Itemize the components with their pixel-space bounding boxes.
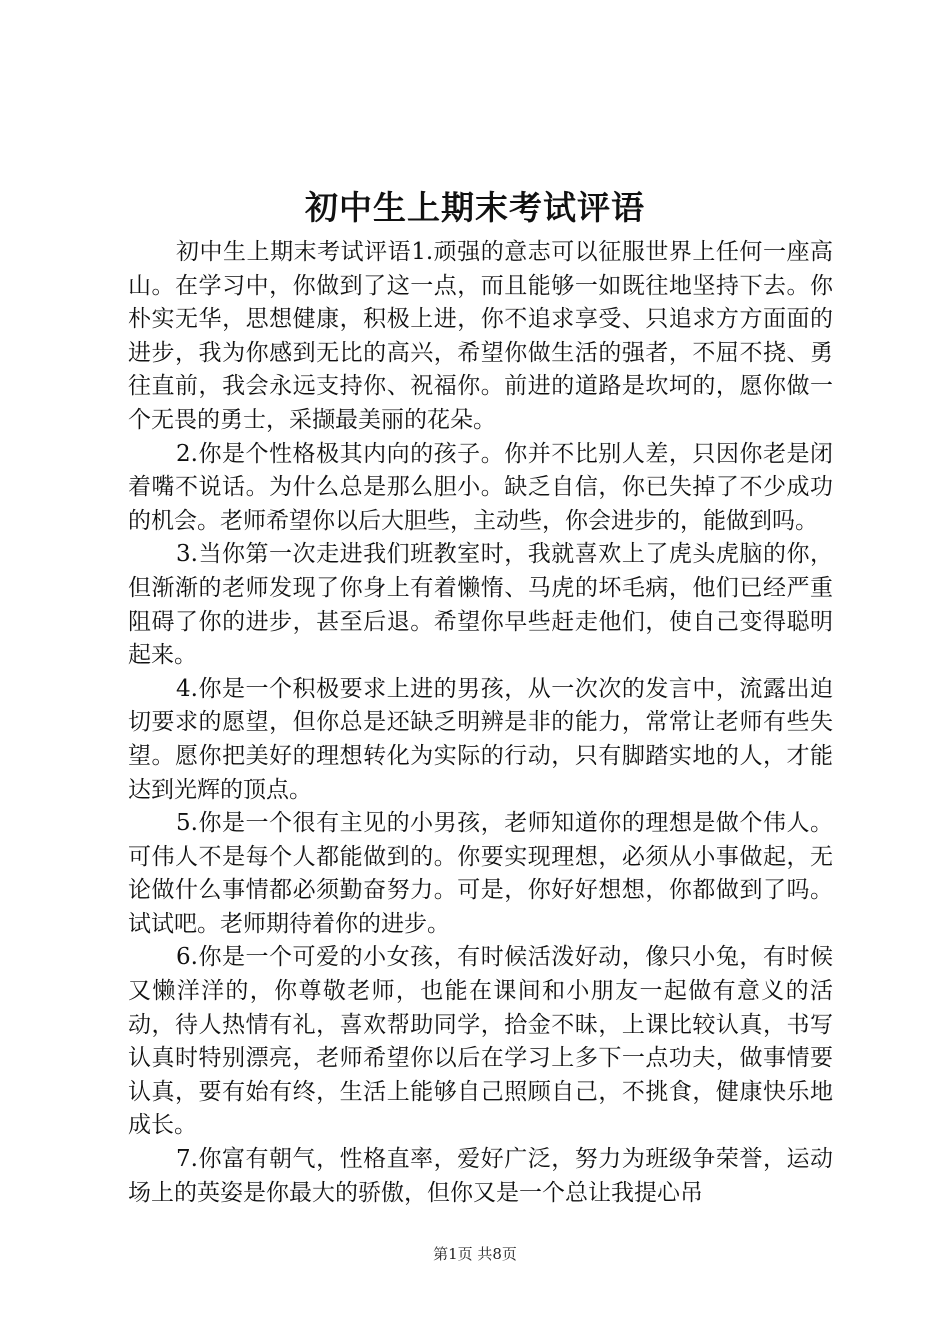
paragraph-6: 6.你是一个可爱的小女孩，有时候活泼好动，像只小兔，有时候又懒洋洋的，你尊敬老师，也能在课间和小朋友一起做有意义的活动，待人热情有礼，喜欢帮助同学，拾金不昧，上课比较认真，书写认真时特别漂亮，老师希望你以后在学习上多下一点功夫，做事情要认真，要有始有终，生活上能够自己照顾自己，不挑食，健康快乐地成长。 (128, 944, 833, 1139)
paragraph-5: 5.你是一个很有主见的小男孩，老师知道你的理想是做个伟人。可伟人不是每个人都能做到的。你要实现理想，必须从小事做起，无论做什么事情都必须勤奋努力。可是，你好好想想，你都做到了吗。试试吧。老师期待着你的进步。 (128, 810, 833, 937)
page-footer: 第1页 共8页 (433, 1245, 517, 1263)
paragraph-3: 3.当你第一次走进我们班教室时，我就喜欢上了虎头虎脑的你，但渐渐的老师发现了你身上有着懒惰、马虎的坏毛病，他们已经严重阻碍了你的进步，甚至后退。希望你早些赶走他们，使自己变得聪明起来。 (128, 541, 833, 669)
paragraph-1: 初中生上期末考试评语1.顽强的意志可以征服世界上任何一座高山。在学习中，你做到了这一点，而且能够一如既往地坚持下去。你朴实无华，思想健康，积极上进，你不追求享受、只追求方方面面的进步，我为你感到无比的高兴，希望你做生活的强者，不屈不挠、勇往直前，我会永远支持你、祝福你。前进的道路是坎坷的，愿你做一个无畏的勇士，采撷最美丽的花朵。 (128, 239, 833, 433)
document-body (128, 236, 833, 1210)
document-title: 初中生上期末考试评语 (305, 188, 645, 227)
paragraph-7: 7.你富有朝气，性格直率，爱好广泛，努力为班级争荣誉，运动场上的英姿是你最大的骄傲，但你又是一个总让我提心吊 (128, 1146, 833, 1206)
paragraph-2: 2.你是个性格极其内向的孩子。你并不比别人差，只因你老是闭着嘴不说话。为什么总是那么胆小。缺乏自信，你已失掉了不少成功的机会。老师希望你以后大胆些，主动些，你会进步的，能做到吗。 (128, 440, 833, 534)
paragraph-4: 4.你是一个积极要求上进的男孩，从一次次的发言中，流露出迫切要求的愿望，但你总是还缺乏明辨是非的能力，常常让老师有些失望。愿你把美好的理想转化为实际的行动，只有脚踏实地的人，才能达到光辉的顶点。 (128, 675, 833, 803)
